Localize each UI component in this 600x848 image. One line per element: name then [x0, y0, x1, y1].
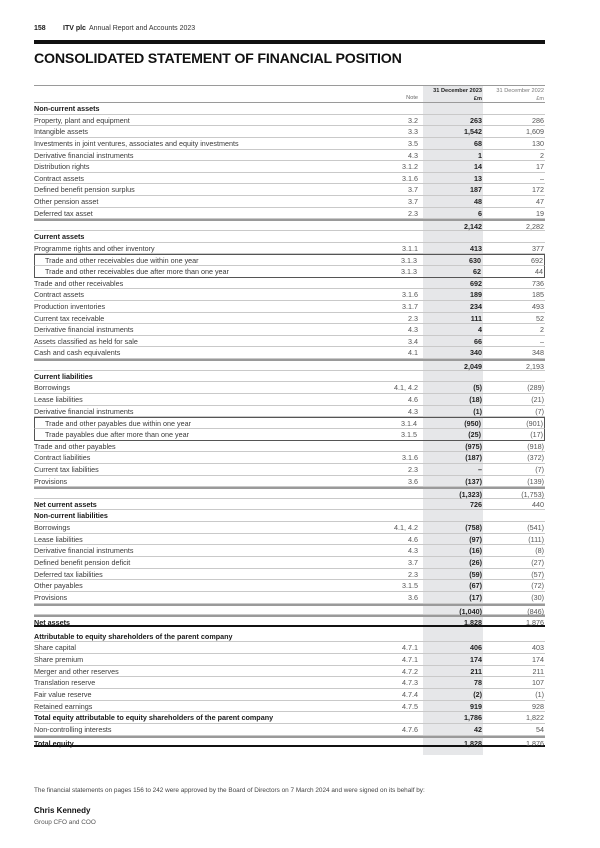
- table-row: [34, 138, 545, 150]
- row-label: Trade and other receivables due within one year: [45, 256, 199, 266]
- table-row: [34, 243, 545, 255]
- table-row: [34, 150, 545, 162]
- table-row: [34, 382, 545, 394]
- value-2023: 340: [470, 348, 482, 358]
- table-row: [34, 173, 545, 185]
- row-label: Borrowings: [34, 383, 70, 393]
- value-2022: (30): [531, 592, 544, 602]
- table-row: [34, 701, 545, 713]
- value-2023: 2,049: [464, 362, 482, 372]
- value-2023: 174: [470, 655, 482, 665]
- signer-role: Group CFO and COO: [34, 819, 96, 826]
- value-2022: (21): [531, 395, 544, 405]
- value-2022: 174: [532, 655, 544, 665]
- row-label: Borrowings: [34, 523, 70, 533]
- table-row: [34, 394, 545, 406]
- value-2023: (1,323): [459, 490, 482, 500]
- value-2022: 2: [540, 325, 544, 335]
- value-2022: 19: [536, 208, 544, 218]
- value-2023: –: [478, 464, 482, 474]
- note-ref: 4.7.3: [402, 678, 418, 688]
- note-ref: 4.7.2: [402, 666, 418, 676]
- table-row: [34, 115, 545, 127]
- value-2023: 1: [478, 150, 482, 160]
- row-label: Assets classified as held for sale: [34, 336, 138, 346]
- table-row: [34, 534, 545, 546]
- table-row: [34, 161, 545, 173]
- row-label: Non-controlling interests: [34, 724, 112, 734]
- note-ref: 4.7.1: [402, 655, 418, 665]
- value-2022: 54: [536, 724, 544, 734]
- value-2023: 68: [474, 138, 482, 148]
- value-2022: 172: [532, 185, 544, 195]
- value-2022: –: [540, 173, 544, 183]
- value-2023: 48: [474, 197, 482, 207]
- table-row: [34, 476, 545, 488]
- value-2022: 2: [540, 150, 544, 160]
- row-label: Attributable to equity shareholders of the parent company: [34, 631, 233, 641]
- value-2023: 919: [470, 701, 482, 711]
- value-2023: 111: [470, 313, 482, 323]
- note-ref: 3.1.4: [401, 419, 417, 429]
- row-label: Contract liabilities: [34, 453, 91, 463]
- row-label: Trade and other payables due within one year: [45, 419, 191, 429]
- value-2023: 1,828: [464, 738, 482, 748]
- note-ref: 3.6: [408, 476, 418, 486]
- row-label: Cash and cash equivalents: [34, 348, 121, 358]
- subtotal-row: [34, 359, 545, 371]
- value-2023: (16): [469, 546, 482, 556]
- row-label: Trade and other receivables due after more than one year: [45, 266, 229, 276]
- value-2022: –: [540, 336, 544, 346]
- section-heading-row: [34, 371, 545, 383]
- table-row: [34, 429, 545, 441]
- row-label: Contract assets: [34, 173, 84, 183]
- table-row: [34, 592, 545, 604]
- row-label: Retained earnings: [34, 701, 93, 711]
- value-2022: (8): [535, 546, 544, 556]
- prior-year-column-header: 31 December 2022 £m: [496, 88, 544, 102]
- note-ref: 4.1, 4.2: [394, 383, 418, 393]
- value-2022: (1,753): [521, 490, 544, 500]
- note-ref: 2.3: [408, 464, 418, 474]
- value-2023: (25): [468, 429, 481, 439]
- note-ref: 3.1.6: [402, 453, 418, 463]
- value-2022: 692: [531, 256, 543, 266]
- note-ref: 3.1.2: [402, 162, 418, 172]
- table-row: [34, 464, 545, 476]
- row-label: Intangible assets: [34, 127, 88, 137]
- value-2022: 377: [532, 243, 544, 253]
- brand-name: ITV plc: [63, 25, 86, 32]
- table-row: [34, 254, 545, 266]
- total-row: [34, 615, 545, 627]
- value-2023: (2): [473, 690, 482, 700]
- value-2022: 736: [532, 278, 544, 288]
- subtotal-row: [34, 219, 545, 231]
- value-2022: 1,876: [526, 738, 544, 748]
- row-label: Other payables: [34, 581, 83, 591]
- table-body: [34, 103, 545, 747]
- value-2022: 52: [536, 313, 544, 323]
- note-ref: 3.1.6: [402, 173, 418, 183]
- value-2023: (187): [465, 453, 482, 463]
- note-ref: 4.7.1: [402, 643, 418, 653]
- row-label: Share premium: [34, 655, 84, 665]
- value-2022: 928: [532, 701, 544, 711]
- value-2022: (289): [527, 383, 544, 393]
- value-2023: (59): [469, 569, 482, 579]
- current-year-column-header: 31 December 2023 £m: [433, 88, 482, 102]
- value-2022: 17: [536, 162, 544, 172]
- table-row: [34, 126, 545, 138]
- note-ref: 2.3: [408, 313, 418, 323]
- table-row: [34, 452, 545, 464]
- note-ref: 3.1.5: [402, 581, 418, 591]
- value-2022: 47: [536, 197, 544, 207]
- note-ref: 4.1: [408, 348, 418, 358]
- row-label: Trade payables due after more than one year: [45, 429, 189, 439]
- value-2022: 1,822: [526, 713, 544, 723]
- row-label: Current tax liabilities: [34, 464, 99, 474]
- note-ref: 3.1.3: [401, 266, 417, 276]
- page-title: CONSOLIDATED STATEMENT OF FINANCIAL POSITION: [34, 51, 402, 67]
- note-ref: 4.3: [408, 546, 418, 556]
- value-2022: (846): [527, 606, 544, 616]
- row-label: Contract assets: [34, 290, 84, 300]
- table-row: [34, 347, 545, 359]
- financial-position-table: [34, 85, 545, 747]
- note-ref: 4.1, 4.2: [394, 523, 418, 533]
- value-2023: 726: [470, 499, 482, 509]
- value-2022: (111): [528, 534, 544, 544]
- table-row: [34, 184, 545, 196]
- value-2023: (1,040): [459, 606, 482, 616]
- row-label: Programme rights and other inventory: [34, 243, 155, 253]
- value-2023: 2,142: [464, 222, 482, 232]
- value-2022: 107: [532, 678, 544, 688]
- value-2023: 78: [474, 678, 482, 688]
- value-2022: (372): [527, 453, 544, 463]
- table-row: [34, 289, 545, 301]
- signer-name: Chris Kennedy: [34, 806, 91, 815]
- value-2023: 211: [470, 666, 482, 676]
- table-row: [34, 580, 545, 592]
- value-2023: (758): [465, 523, 482, 533]
- value-2023: (5): [473, 383, 482, 393]
- table-header: [34, 85, 545, 103]
- total-row: [34, 736, 545, 748]
- value-2022: (541): [527, 523, 544, 533]
- section-heading-row: [34, 510, 545, 522]
- note-ref: 3.7: [408, 197, 418, 207]
- value-2022: 403: [532, 643, 544, 653]
- row-label: Defined benefit pension surplus: [34, 185, 135, 195]
- value-2023: 1,828: [464, 618, 482, 628]
- note-ref: 4.7.4: [402, 690, 418, 700]
- value-2023: 189: [470, 290, 482, 300]
- note-ref: 4.6: [408, 534, 418, 544]
- value-2022: (918): [527, 441, 544, 451]
- row-label: Net current assets: [34, 499, 97, 509]
- table-row: [34, 545, 545, 557]
- total-row: [34, 499, 545, 511]
- note-ref: 3.1.1: [402, 243, 418, 253]
- row-label: Net assets: [34, 618, 70, 628]
- row-label: Current liabilities: [34, 371, 93, 381]
- value-2022: (7): [535, 406, 544, 416]
- note-ref: 3.4: [408, 336, 418, 346]
- row-label: Derivative financial instruments: [34, 406, 134, 416]
- row-label: Merger and other reserves: [34, 666, 119, 676]
- value-2023: (18): [469, 395, 482, 405]
- row-label: Derivative financial instruments: [34, 150, 134, 160]
- row-label: Derivative financial instruments: [34, 546, 134, 556]
- row-label: Share capital: [34, 643, 76, 653]
- row-label: Investments in joint ventures, associates and equity investments: [34, 138, 239, 148]
- section-heading-row: [34, 103, 545, 115]
- table-row: [34, 677, 545, 689]
- value-2022: (1): [535, 690, 544, 700]
- page-number: 158: [34, 25, 46, 32]
- note-ref: 3.1.7: [402, 301, 418, 311]
- running-header: [34, 25, 195, 32]
- note-ref: 3.2: [408, 115, 418, 125]
- value-2022: 130: [532, 138, 544, 148]
- note-ref: 3.1.6: [402, 290, 418, 300]
- value-2023: 406: [470, 643, 482, 653]
- row-label: Trade and other payables: [34, 441, 116, 451]
- value-2023: 630: [469, 256, 481, 266]
- row-label: Deferred tax liabilities: [34, 569, 103, 579]
- table-row: [34, 266, 545, 278]
- value-2023: (97): [469, 534, 482, 544]
- row-label: Lease liabilities: [34, 395, 83, 405]
- row-label: Property, plant and equipment: [34, 115, 130, 125]
- row-label: Non-current assets: [34, 104, 100, 113]
- value-2023: 692: [470, 278, 482, 288]
- header-divider: [34, 40, 545, 44]
- value-2022: (17): [530, 429, 543, 439]
- table-row: [34, 569, 545, 581]
- row-label: Derivative financial instruments: [34, 325, 134, 335]
- note-ref: 3.6: [408, 592, 418, 602]
- note-column-header: Note: [406, 95, 418, 101]
- value-2023: 1,542: [464, 127, 482, 137]
- value-2023: 13: [474, 173, 482, 183]
- report-title: Annual Report and Accounts 2023: [88, 25, 196, 32]
- value-2023: 413: [470, 243, 482, 253]
- table-row: [34, 417, 545, 429]
- row-label: Distribution rights: [34, 162, 90, 172]
- value-2023: (67): [469, 581, 482, 591]
- value-2023: (17): [469, 592, 482, 602]
- row-label: Non-current liabilities: [34, 511, 108, 521]
- table-row: [34, 196, 545, 208]
- row-label: Provisions: [34, 476, 68, 486]
- value-2023: 42: [474, 724, 482, 734]
- table-row: [34, 208, 545, 220]
- row-label: Fair value reserve: [34, 690, 92, 700]
- table-row: [34, 313, 545, 325]
- row-label: Trade and other receivables: [34, 278, 124, 288]
- subtotal-row: [34, 604, 545, 616]
- value-2022: 1,876: [526, 618, 544, 628]
- row-label: Production inventories: [34, 301, 106, 311]
- table-row: [34, 666, 545, 678]
- value-2022: (139): [527, 476, 544, 486]
- value-2023: (137): [465, 476, 482, 486]
- approval-statement: The financial statements on pages 156 to 242 were approved by the Board of Directors on 7 March 2024 and were signed on its behalf by:: [34, 787, 425, 794]
- note-ref: 2.3: [408, 569, 418, 579]
- row-label: Current assets: [34, 232, 85, 242]
- row-label: Defined benefit pension deficit: [34, 557, 131, 567]
- value-2022: (901): [526, 419, 543, 429]
- value-2023: 234: [470, 301, 482, 311]
- note-ref: 4.3: [408, 406, 418, 416]
- value-2022: (57): [531, 569, 544, 579]
- section-heading-row: [34, 631, 545, 643]
- note-ref: 3.1.5: [401, 429, 417, 439]
- row-label: Total equity: [34, 738, 74, 748]
- table-row: [34, 278, 545, 290]
- table-row: [34, 441, 545, 453]
- table-row: [34, 642, 545, 654]
- row-label: Other pension asset: [34, 197, 99, 207]
- note-ref: 4.3: [408, 325, 418, 335]
- row-label: Deferred tax asset: [34, 208, 93, 218]
- section-heading-row: [34, 231, 545, 243]
- table-row: [34, 336, 545, 348]
- value-2022: 440: [532, 499, 544, 509]
- table-row: [34, 724, 545, 736]
- value-2022: 2,282: [526, 222, 544, 232]
- value-2022: 2,193: [526, 362, 544, 372]
- note-ref: 3.1.3: [401, 256, 417, 266]
- table-row: [34, 406, 545, 418]
- value-2023: 187: [470, 185, 482, 195]
- table-row: [34, 654, 545, 666]
- value-2023: (975): [465, 441, 482, 451]
- value-2022: 185: [532, 290, 544, 300]
- note-ref: 3.7: [408, 185, 418, 195]
- value-2023: 6: [478, 208, 482, 218]
- note-ref: 4.3: [408, 150, 418, 160]
- note-ref: 4.6: [408, 395, 418, 405]
- value-2023: (26): [469, 557, 482, 567]
- row-label: Translation reserve: [34, 678, 96, 688]
- value-2023: 14: [474, 162, 482, 172]
- note-ref: 4.7.6: [402, 724, 418, 734]
- value-2023: 4: [478, 325, 482, 335]
- value-2023: (950): [464, 419, 481, 429]
- value-2023: 1,786: [464, 713, 482, 723]
- row-label: Provisions: [34, 592, 68, 602]
- note-ref: 2.3: [408, 208, 418, 218]
- value-2022: 493: [532, 301, 544, 311]
- value-2022: (7): [535, 464, 544, 474]
- value-2022: 44: [535, 266, 543, 276]
- subtotal-row: [34, 487, 545, 499]
- value-2023: 66: [474, 336, 482, 346]
- table-row: [34, 689, 545, 701]
- row-label: Current tax receivable: [34, 313, 105, 323]
- table-row: [34, 324, 545, 336]
- value-2023: (1): [473, 406, 482, 416]
- row-label: Lease liabilities: [34, 534, 83, 544]
- table-row: [34, 557, 545, 569]
- table-row: [34, 522, 545, 534]
- value-2022: (27): [531, 557, 544, 567]
- value-2022: (72): [531, 581, 544, 591]
- note-ref: 3.3: [408, 127, 418, 137]
- value-2022: 1,609: [526, 127, 544, 137]
- table-row: [34, 301, 545, 313]
- value-2022: 348: [532, 348, 544, 358]
- note-ref: 4.7.5: [402, 701, 418, 711]
- value-2022: 286: [532, 115, 544, 125]
- value-2022: 211: [532, 666, 544, 676]
- total-row: [34, 712, 545, 724]
- row-label: Total equity attributable to equity shareholders of the parent company: [34, 713, 274, 723]
- note-ref: 3.7: [408, 557, 418, 567]
- value-2023: 62: [473, 266, 481, 276]
- note-ref: 3.5: [408, 138, 418, 148]
- value-2023: 263: [470, 115, 482, 125]
